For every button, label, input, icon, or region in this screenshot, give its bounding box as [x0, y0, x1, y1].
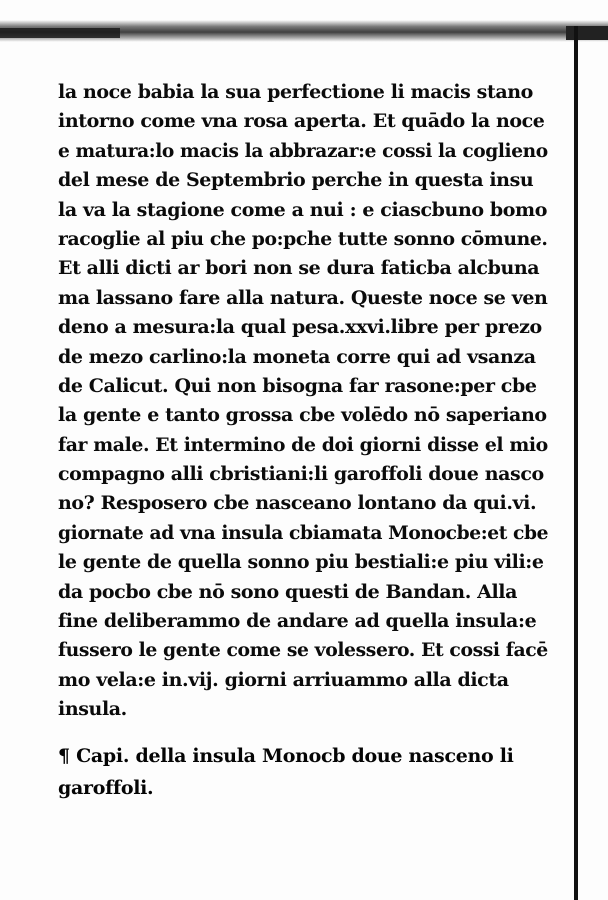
page-top-edge-shadow	[0, 28, 120, 38]
text-line: le gente de quella sonno piu bestiali:e piu vili:e	[58, 551, 544, 574]
heading-line: garoffoli.	[58, 777, 154, 799]
text-line: del mese de Septembrio perche in questa insu	[58, 169, 534, 192]
text-line: da pocbo cbe nō sono questi de Bandan. Alla	[58, 580, 518, 603]
text-line: deno a mesura:la qual pesa.xxvi.libre per prezo	[58, 316, 542, 339]
text-line: la gente e tanto grossa cbe volēdo nō saperiano	[58, 404, 547, 427]
text-line: la noce babia la sua perfectione li macis stano	[58, 81, 533, 103]
gutter-top-shadow	[566, 26, 608, 40]
text-line: e matura:lo macis la abbrazar:e cossi la coglieno	[58, 139, 548, 162]
text-line: far male. Et intermino de doi giorni disse el mio	[58, 433, 548, 456]
text-line: fine deliberammo de andare ad quella insula:e	[58, 610, 537, 633]
text-line: intorno come vna rosa aperta. Et quādo la noce	[58, 110, 545, 133]
body-text	[58, 78, 548, 725]
text-line: racoglie al piu che po:pche tutte sonno cōmune.	[58, 227, 548, 250]
text-line: de mezo carlino:la moneta corre qui ad vsanza	[58, 345, 536, 368]
text-line: Et alli dicti ar bori non se dura faticba alcbuna	[58, 257, 540, 280]
text-line: compagno alli cbristiani:li garoffoli doue nasco	[58, 463, 544, 486]
text-line: la va la stagione come a nui : e ciascbuno bomo	[58, 198, 547, 221]
text-line: fussero le gente come se volessero. Et cossi facē	[58, 639, 548, 662]
heading-line: ¶ Capi. della insula Monocb doue nasceno li	[58, 745, 514, 767]
text-line: giornate ad vna insula cbiamata Monocbe:et cbe	[58, 521, 549, 544]
page-gutter-line	[574, 26, 578, 900]
chapter-heading	[58, 740, 548, 804]
text-line: de Calicut. Qui non bisogna far rasone:per cbe	[58, 374, 537, 397]
text-line: insula.	[58, 698, 127, 721]
text-line: mo vela:e in.vij. giorni arriuammo alla dicta	[58, 668, 509, 691]
text-line: no? Resposero cbe nasceano lontano da qui.vi.	[58, 492, 537, 515]
text-line: ma lassano fare alla natura. Queste noce se ven	[58, 286, 548, 309]
